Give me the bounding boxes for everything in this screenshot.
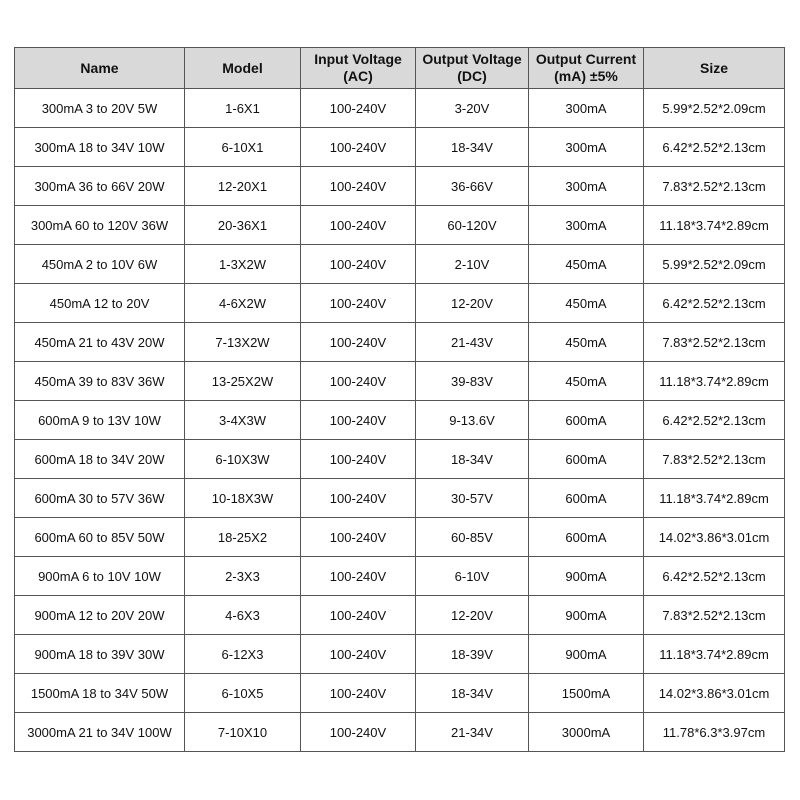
cell-output-voltage: 18-34V [416,674,529,713]
cell-output-voltage: 36-66V [416,167,529,206]
cell-output-current: 1500mA [529,674,644,713]
cell-input-voltage: 100-240V [301,128,416,167]
cell-input-voltage: 100-240V [301,284,416,323]
cell-output-voltage: 21-43V [416,323,529,362]
cell-output-current: 300mA [529,89,644,128]
cell-model: 20-36X1 [185,206,301,245]
table-row [15,479,785,518]
header-row [15,48,785,89]
cell-output-voltage: 12-20V [416,284,529,323]
table-row [15,245,785,284]
cell-output-voltage: 60-85V [416,518,529,557]
cell-input-voltage: 100-240V [301,635,416,674]
cell-input-voltage: 100-240V [301,323,416,362]
table-row [15,713,785,752]
cell-model: 6-12X3 [185,635,301,674]
cell-model: 10-18X3W [185,479,301,518]
cell-name: 900mA 6 to 10V 10W [15,557,185,596]
cell-output-current: 3000mA [529,713,644,752]
spec-table [14,47,785,752]
cell-size: 5.99*2.52*2.09cm [644,245,785,284]
table-row [15,557,785,596]
cell-input-voltage: 100-240V [301,440,416,479]
cell-input-voltage: 100-240V [301,89,416,128]
cell-output-current: 900mA [529,635,644,674]
table-row [15,128,785,167]
cell-output-voltage: 60-120V [416,206,529,245]
cell-output-current: 450mA [529,323,644,362]
cell-input-voltage: 100-240V [301,245,416,284]
cell-model: 13-25X2W [185,362,301,401]
cell-input-voltage: 100-240V [301,518,416,557]
cell-name: 450mA 21 to 43V 20W [15,323,185,362]
cell-model: 1-3X2W [185,245,301,284]
cell-output-voltage: 12-20V [416,596,529,635]
cell-output-voltage: 6-10V [416,557,529,596]
cell-size: 11.18*3.74*2.89cm [644,479,785,518]
cell-name: 600mA 9 to 13V 10W [15,401,185,440]
cell-name: 600mA 18 to 34V 20W [15,440,185,479]
cell-input-voltage: 100-240V [301,362,416,401]
cell-output-voltage: 3-20V [416,89,529,128]
cell-size: 7.83*2.52*2.13cm [644,323,785,362]
cell-size: 7.83*2.52*2.13cm [644,596,785,635]
cell-size: 11.18*3.74*2.89cm [644,206,785,245]
cell-name: 450mA 2 to 10V 6W [15,245,185,284]
table-row [15,596,785,635]
cell-size: 11.18*3.74*2.89cm [644,635,785,674]
header-output-current: Output Current (mA) ±5% [529,48,644,89]
cell-output-voltage: 9-13.6V [416,401,529,440]
cell-output-current: 600mA [529,479,644,518]
table-row [15,206,785,245]
table-row [15,635,785,674]
cell-name: 600mA 30 to 57V 36W [15,479,185,518]
header-size: Size [644,48,785,89]
cell-size: 7.83*2.52*2.13cm [644,167,785,206]
cell-model: 4-6X3 [185,596,301,635]
table-row [15,401,785,440]
cell-output-current: 600mA [529,518,644,557]
cell-size: 6.42*2.52*2.13cm [644,128,785,167]
table-row [15,323,785,362]
cell-name: 900mA 12 to 20V 20W [15,596,185,635]
cell-name: 300mA 60 to 120V 36W [15,206,185,245]
cell-size: 11.18*3.74*2.89cm [644,362,785,401]
cell-output-voltage: 21-34V [416,713,529,752]
cell-output-current: 900mA [529,596,644,635]
header-output-voltage: Output Voltage (DC) [416,48,529,89]
cell-model: 6-10X3W [185,440,301,479]
cell-input-voltage: 100-240V [301,713,416,752]
cell-name: 1500mA 18 to 34V 50W [15,674,185,713]
table-body [15,89,785,752]
cell-output-current: 300mA [529,167,644,206]
cell-input-voltage: 100-240V [301,167,416,206]
cell-input-voltage: 100-240V [301,557,416,596]
cell-size: 14.02*3.86*3.01cm [644,518,785,557]
cell-size: 6.42*2.52*2.13cm [644,557,785,596]
header-name: Name [15,48,185,89]
cell-size: 14.02*3.86*3.01cm [644,674,785,713]
cell-output-current: 450mA [529,245,644,284]
cell-model: 4-6X2W [185,284,301,323]
table-row [15,362,785,401]
header-model: Model [185,48,301,89]
cell-name: 300mA 3 to 20V 5W [15,89,185,128]
cell-model: 3-4X3W [185,401,301,440]
table-row [15,674,785,713]
cell-output-voltage: 2-10V [416,245,529,284]
header-input-voltage: Input Voltage (AC) [301,48,416,89]
cell-name: 900mA 18 to 39V 30W [15,635,185,674]
cell-output-current: 450mA [529,284,644,323]
cell-model: 12-20X1 [185,167,301,206]
cell-name: 450mA 39 to 83V 36W [15,362,185,401]
cell-size: 6.42*2.52*2.13cm [644,401,785,440]
cell-output-current: 300mA [529,128,644,167]
table-row [15,440,785,479]
cell-model: 6-10X1 [185,128,301,167]
cell-model: 2-3X3 [185,557,301,596]
cell-size: 7.83*2.52*2.13cm [644,440,785,479]
cell-size: 11.78*6.3*3.97cm [644,713,785,752]
cell-model: 6-10X5 [185,674,301,713]
table-row [15,284,785,323]
cell-output-voltage: 18-34V [416,440,529,479]
cell-name: 300mA 36 to 66V 20W [15,167,185,206]
cell-model: 7-13X2W [185,323,301,362]
cell-model: 18-25X2 [185,518,301,557]
cell-size: 5.99*2.52*2.09cm [644,89,785,128]
cell-output-current: 900mA [529,557,644,596]
cell-output-voltage: 39-83V [416,362,529,401]
cell-name: 450mA 12 to 20V [15,284,185,323]
cell-input-voltage: 100-240V [301,401,416,440]
cell-output-current: 450mA [529,362,644,401]
cell-output-voltage: 18-39V [416,635,529,674]
cell-size: 6.42*2.52*2.13cm [644,284,785,323]
table-header [15,48,785,89]
cell-name: 300mA 18 to 34V 10W [15,128,185,167]
cell-output-current: 600mA [529,401,644,440]
cell-input-voltage: 100-240V [301,596,416,635]
cell-model: 7-10X10 [185,713,301,752]
cell-input-voltage: 100-240V [301,674,416,713]
cell-model: 1-6X1 [185,89,301,128]
table-row [15,518,785,557]
cell-output-current: 600mA [529,440,644,479]
table-row [15,89,785,128]
cell-name: 3000mA 21 to 34V 100W [15,713,185,752]
cell-input-voltage: 100-240V [301,479,416,518]
cell-output-current: 300mA [529,206,644,245]
cell-output-voltage: 30-57V [416,479,529,518]
cell-input-voltage: 100-240V [301,206,416,245]
cell-name: 600mA 60 to 85V 50W [15,518,185,557]
cell-output-voltage: 18-34V [416,128,529,167]
table-row [15,167,785,206]
